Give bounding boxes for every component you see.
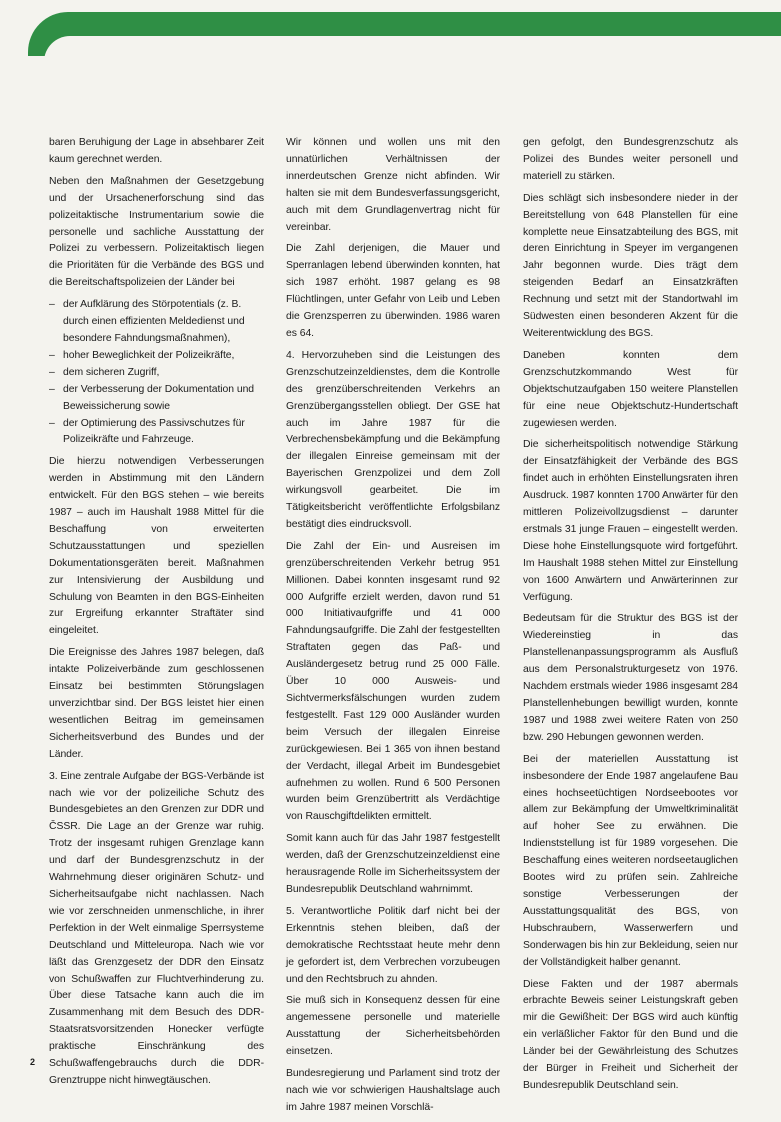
header-band-inner <box>44 36 781 66</box>
paragraph: Daneben konnten dem Grenzschutzkommando West für Objektschutzaufgaben 150 weitere Planstellen für eine neue Objektschutz-Hundertschaft zugewiesen werden. <box>523 349 738 429</box>
paragraph: Die Ereignisse des Jahres 1987 belegen, daß intakte Polizeiverbände zum geschlossenen Einsatz bei bestimmten Störungslagen unverzichtbar sind. Der BGS leistet hier einen wesentlichen Beitrag im gemeinsamen Sicherheitsverbund des Bundes und der Länder. <box>49 647 264 760</box>
paragraph: Bei der materiellen Ausstattung ist insbesondere der Ende 1987 angelaufene Bau eines hochseetüchtigen Nordseebootes vor allem zur Bekämpfung der Umweltkriminalität auf hoher See zu erwähnen. Die Indienststellung ist für 1989 vorgesehen. Die Beschaffung eines weiteren nordseetauglichen Bootes wird zu prüfen sein. Zahlreiche sonstige Verbesserungen der Ausstattungsqualität des BGS, von Hubschraubern, Wasserwerfern und Sonderwagen bis hin zur Bekleidung, seien nur der Vollständigkeit halber genannt. <box>523 753 738 968</box>
text-column-3 <box>523 135 738 1100</box>
list-item: – der Verbesserung der Dokumentation und Beweissicherung sowie <box>49 382 264 416</box>
list-item: – der Optimierung des Passivschutzes für Polizeikräfte und Fahrzeuge. <box>49 416 264 450</box>
list-item: – der Aufklärung des Störpotentials (z. B. durch einen effizienten Meldedienst und besondere Fahndungsmaßnahmen), <box>49 297 264 348</box>
priority-list <box>49 297 264 449</box>
text-column-2 <box>286 135 500 1122</box>
list-item: – dem sicheren Zugriff, <box>49 365 264 382</box>
paragraph: Die Zahl derjenigen, die Mauer und Sperranlagen lebend überwinden konnten, hat sich 1987 erhöht. 1987 gelang es 98 Flüchtlingen, unter Gefahr von Leib und Leben die Grenzsperren zu überwinden. 1986 waren es 64. <box>286 243 500 339</box>
paragraph: Bedeutsam für die Struktur des BGS ist der Wiedereinstieg in das Planstellenanpassungsprogramm als Ausfluß aus dem Personalstrukturgesetz von 1976. Nachdem erstmals wieder 1986 insgesamt 284 Planstellenhebungen bewilligt wurden, konnte 1987 und 1988 zwei weitere Raten von 250 bzw. 290 Hebungen gewonnen werden. <box>523 613 738 743</box>
paragraph: 5. Verantwortliche Politik darf nicht bei der Erkenntnis stehen bleiben, daß der demokratische Rechtsstaat heute mehr denn je gefordert ist, dem Verbrechen vorzubeugen und den Rechtsbruch zu ahnden. <box>286 905 500 985</box>
paragraph: 3. Eine zentrale Aufgabe der BGS-Verbände ist nach wie vor der polizeiliche Schutz des Bundesgebietes an den Grenzen zur DDR und ČSSR. Die Lage an der Grenze war ruhig. Trotz der insgesamt ruhigen Grenzlage kann und darf der Bundesgrenzschutz in der Wahrnehmung dieser originären Schutz- und Sicherheitsaufgabe nicht nachlassen. Nach wie vor zerschneiden unmenschliche, in ihrer Perfektion in der Welt einmalige Sperrsysteme Deutschland und Mitteleuropa. Nach wie vor läßt das Grenzgesetz der DDR den Einsatz von Schußwaffen zur Fluchtverhinderung zu. Über diese Tatsache kann auch die im Zusammenhang mit dem Besuch des DDR-Staatsratsvorsitzenden Honecker verfügte praktische Einschränkung des Schußwaffengebrauchs durch die DDR-Grenztruppe nicht hinwegtäuschen. <box>49 770 264 1086</box>
paragraph: Die Zahl der Ein- und Ausreisen im grenzüberschreitenden Verkehr betrug 951 Millionen. Dabei konnten insgesamt rund 92 000 Aufgriffe erzielt werden, davon rund 51 000 Initiativaufgriffe und 41 000 Fahndungsaufgriffe. Die Zahl der festgestellten Straftaten gegen das Paß- und Ausländergesetz betrug rund 25 000 Fälle. Über 10 000 Ausweis- und Sichtvermerksfälschungen wurden zudem festgestellt. Fast 129 000 Ausländer wurden beim Versuch der illegalen Einreise zurückgewiesen. Bei 1 365 von ihnen bestand der Verdacht, illegal Arbeit im Bundesgebiet aufnehmen zu wollen. Rund 6 500 Personen wurden beim Grenzübertritt als Verdächtige von Rauschgiftdelikten ermittelt. <box>286 540 500 823</box>
paragraph: Die sicherheitspolitisch notwendige Stärkung der Einsatzfähigkeit der Verbände des BGS findet auch in erhöhten Einstellungsraten ihren Ausdruck. 1987 konnten 1700 Anwärter für den mittleren Polizeivollzugsdienst – darunter erstmals 31 junge Frauen – eingestellt werden. Diese hohe Einstellungsquote wird fortgeführt. Im Haushalt 1988 stehen Mittel zur Einstellung von 1600 Anwärtern und Anwärterinnen zur Verfügung. <box>523 439 738 603</box>
paragraph: Somit kann auch für das Jahr 1987 festgestellt werden, daß der Grenzschutzeinzeldienst eine herausragende Rolle im Sicherheitssystem der Bundesrepublik Deutschland wahrnimmt. <box>286 833 500 895</box>
paragraph: 4. Hervorzuheben sind die Leistungen des Grenzschutzeinzeldienstes, dem die Kontrolle des grenzüberschreitenden Verkehrs an Grenzübergangsstellen obliegt. Der GSE hat auch im Jahre 1987 für die Verbrechensbekämpfung und die Bekämpfung der illegalen Einreise gemeinsam mit der Bayerischen Grenzpolizei und dem Zoll wirkungsvoll gearbeitet. Die im Tätigkeitsbericht veröffentlichte Erfolgsbilanz bestätigt dies eindrucksvoll. <box>286 349 500 530</box>
paragraph: Die hierzu notwendigen Verbesserungen werden in Abstimmung mit den Ländern entwickelt. Für den BGS stehen – wie bereits 1987 – auch im Haushalt 1988 Mittel für die Beschaffung von erweiterten Schutzausstattungen und speziellen Dokumentationsgeräten bereit. Maßnahmen zur Intensivierung der Ausbildung und Schulung von Beamten in den BGS-Einheiten zur Ergreifung erkannter Straftäter sind eingeleitet. <box>49 456 264 637</box>
paragraph: Sie muß sich in Konsequenz dessen für eine angemessene personelle und materielle Ausstattung der Sicherheitsbehörden einsetzen. <box>286 995 500 1058</box>
paragraph: baren Beruhigung der Lage in absehbarer Zeit kaum gerechnet werden. <box>49 137 264 165</box>
text-column-1 <box>49 135 264 1095</box>
paragraph: Dies schlägt sich insbesondere nieder in der Bereitstellung von 648 Planstellen für eine komplette neue Einsatzabteilung des BGS, mit deren Einrichtung in Speyer im vergangenen Jahr begonnen wurde. Dies trägt dem steigenden Bedarf an Einsatzkräften Rechnung und setzt mit der Standortwahl im Südwesten einen besonderen Akzent für die Weiterentwicklung des BGS. <box>523 192 738 339</box>
paragraph: Bundesregierung und Parlament sind trotz der nach wie vor schwierigen Haushaltslage auch im Jahre 1987 meinen Vorschlä- <box>286 1068 500 1113</box>
page-number: 2 <box>30 1057 36 1067</box>
paragraph: Wir können und wollen uns mit den unnatürlichen Verhältnissen der innerdeutschen Grenze nicht abfinden. Wir halten sie mit dem Bundesverfassungsgericht, auch mit dem Grundlagenvertrag nicht für vereinbar. <box>286 137 500 233</box>
paragraph: gen gefolgt, den Bundesgrenzschutz als Polizei des Bundes weiter personell und materiell zu stärken. <box>523 137 738 182</box>
list-item: – hoher Beweglichkeit der Polizeikräfte, <box>49 348 264 365</box>
paragraph: Neben den Maßnahmen der Gesetzgebung und der Ursachenerforschung sind das polizeitaktische Instrumentarium sowie die personelle und sachliche Ausstattung der Polizei zu verbessern. Polizeitaktisch liegen die Prioritäten für die Verbände des BGS und die Bereitschaftspolizeien der Länder bei <box>49 175 264 289</box>
paragraph: Diese Fakten und der 1987 abermals erbrachte Beweis seiner Leistungskraft geben mir die Gewißheit: Der BGS wird auch künftig ein verläßlicher Faktor für den Bund und die Länder bei der Gewährleistung des Schutzes der Bürger in Freiheit und Sicherheit der Bundesrepublik Deutschland sein. <box>523 978 738 1091</box>
